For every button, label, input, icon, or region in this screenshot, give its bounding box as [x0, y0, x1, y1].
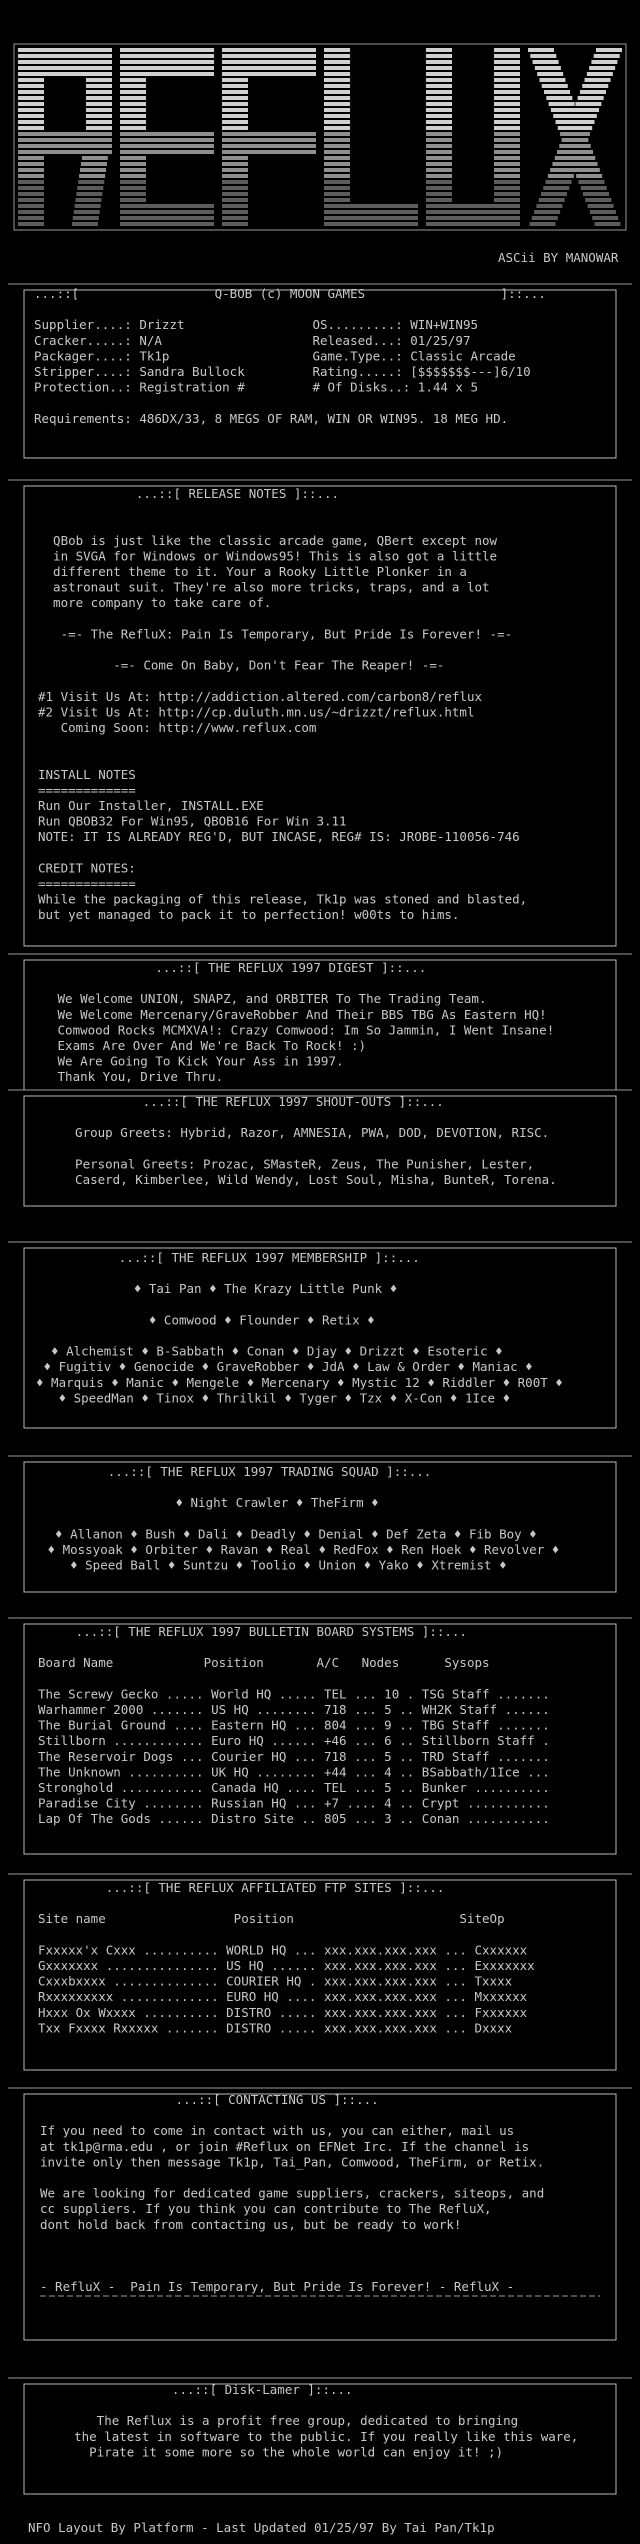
- section-disclaimer: [8, 2378, 632, 2494]
- section-line: astronaut suit. They're also more tricks, traps, and a lot: [38, 579, 490, 595]
- section-line: ♦ Allanon ♦ Bush ♦ Dali ♦ Deadly ♦ Denial ♦ Def Zeta ♦ Fib Boy ♦: [40, 1526, 537, 1542]
- section-line: If you need to come in contact with us, you can either, mail us: [40, 2123, 515, 2139]
- section-line: ♦ Mossyoak ♦ Orbiter ♦ Ravan ♦ Real ♦ RedFox ♦ Ren Hoek ♦ Revolver ♦: [40, 1542, 560, 1557]
- section-line: at tk1p@rma.edu , or join #Reflux on EFNet Irc. If the channel is: [40, 2138, 530, 2154]
- section-line: ♦ Tai Pan ♦ The Krazy Little Punk ♦: [36, 1281, 398, 1297]
- section-line: but yet managed to pack it to perfection! w00ts to hims.: [38, 907, 460, 923]
- section-line: different theme to it. Your a Rooky Little Plonker in a: [38, 564, 467, 579]
- section-line: the latest in software to the public. If you really like this ware,: [44, 2428, 579, 2444]
- section-line: Stripper....: Sandra Bullock Rating.....: [$$$$$$$---]6/10: [34, 364, 531, 379]
- section-bbs: [8, 1618, 632, 1854]
- section-line: We are looking for dedicated game suppliers, crackers, siteops, and: [40, 2185, 545, 2201]
- section-line: dont hold back from contacting us, but be ready to work!: [40, 2216, 462, 2232]
- section-line: Protection..: Registration # # Of Disks..: 1.44 x 5: [34, 379, 479, 395]
- section-border: [24, 1096, 616, 1206]
- section-line: Cxxxbxxxx .............. COURIER HQ . xxx.xxx.xxx.xxx ... Txxxx: [38, 1973, 513, 1989]
- section-line: NOTE: IT IS ALREADY REG'D, BUT INCASE, REG# IS: JROBE-110056-746: [38, 829, 520, 845]
- section-line: ♦ Speed Ball ♦ Suntzu ♦ Toolio ♦ Union ♦ Yako ♦ Xtremist ♦: [40, 1557, 507, 1573]
- section-digest: [8, 954, 632, 1090]
- section-line: ♦ Fugitiv ♦ Genocide ♦ GraveRobber ♦ JdA ♦ Law & Order ♦ Maniac ♦: [36, 1359, 533, 1375]
- section-line: ...::[ Disk-Lamer ]::...: [44, 2382, 353, 2397]
- section-line: ♦ Comwood ♦ Flounder ♦ Retix ♦: [36, 1312, 375, 1328]
- section-line: ...::[ THE REFLUX 1997 TRADING SQUAD ]::...: [40, 1464, 432, 1479]
- section-line: Paradise City ........ Russian HQ ... +7 .... 4 .. Crypt ...........: [38, 1795, 550, 1811]
- section-line: The Reflux is a profit free group, dedicated to bringing: [44, 2413, 519, 2429]
- section-line: Board Name Position A/C Nodes Sysops: [38, 1655, 490, 1671]
- section-shout-outs: [8, 1090, 632, 1206]
- section-line: ♦ SpeedMan ♦ Tinox ♦ Thrilkil ♦ Tyger ♦ Tzx ♦ X-Con ♦ 1Ice ♦: [36, 1390, 511, 1406]
- section-line: Requirements: 486DX/33, 8 MEGS OF RAM, WIN OR WIN95. 18 MEG HD.: [34, 410, 509, 426]
- section-line: -=- Come On Baby, Don't Fear The Reaper! -=-: [38, 657, 445, 673]
- section-release-notes: [8, 480, 632, 946]
- section-contact: [8, 2088, 632, 2340]
- section-line: =============: [38, 876, 136, 891]
- section-line: Stillborn ............ Euro HQ ...... +46 ... 6 .. Stillborn Staff .: [38, 1733, 550, 1749]
- section-line: - RefluX - Pain Is Temporary, But Pride Is Forever! - RefluX -: [40, 2279, 515, 2295]
- footer-credits: NFO Layout By Platform - Last Updated 01/25/97 By Tai Pan/Tk1p: [28, 2520, 495, 2535]
- section-line: Gxxxxxxx ............... US HQ ...... xxx.xxx.xxx.xxx ... Exxxxxxx: [38, 1958, 535, 1973]
- section-line: -=- The RefluX: Pain Is Temporary, But Pride Is Forever! -=-: [38, 626, 513, 642]
- section-line: Lap Of The Gods ...... Distro Site .. 805 ... 3 .. Conan ...........: [38, 1811, 550, 1827]
- section-line: The Burial Ground .... Eastern HQ ... 804 ... 9 .. TBG Staff .......: [38, 1717, 550, 1733]
- section-line: Thank You, Drive Thru.: [50, 1069, 224, 1085]
- section-line: Pirate it some more so the whole world can enjoy it! ;): [44, 2444, 504, 2460]
- section-line: Txx Fxxxx Rxxxxx ....... DISTRO ..... xxx.xxx.xxx.xxx ... Dxxxx: [38, 2020, 513, 2036]
- section-ftp: [8, 1874, 632, 2070]
- section-line: CREDIT NOTES:: [38, 860, 136, 876]
- section-line: ...::[ THE REFLUX AFFILIATED FTP SITES ]::...: [38, 1880, 445, 1895]
- section-line: ...::[ THE REFLUX 1997 BULLETIN BOARD SYSTEMS ]::...: [38, 1624, 467, 1639]
- section-line: cc suppliers. If you think you can contribute to The RefluX,: [40, 2201, 492, 2217]
- section-membership: [8, 1242, 632, 1428]
- section-line: ♦ Alchemist ♦ B-Sabbath ♦ Conan ♦ Djay ♦ Drizzt ♦ Esoteric ♦: [36, 1343, 503, 1359]
- section-line: Hxxx Ox Wxxxx .......... DISTRO ..... xxx.xxx.xxx.xxx ... Fxxxxxx: [38, 2004, 528, 2020]
- section-line: Cracker.....: N/A Released...: 01/25/97: [34, 332, 471, 348]
- section-line: ...::[ Q-BOB (c) MOON GAMES ]::...: [34, 286, 546, 301]
- section-line: in SVGA for Windows or Windows95! This is also got a little: [38, 548, 498, 564]
- section-line: Rxxxxxxxxx ............. EURO HQ .... xxx.xxx.xxx.xxx ... Mxxxxxx: [38, 1989, 528, 2005]
- section-line: Packager....: Tk1p Game.Type..: Classic Arcade: [34, 348, 516, 364]
- section-line: Site name Position SiteOp: [38, 1911, 505, 1927]
- section-line: Exams Are Over And We're Back To Rock! :): [50, 1038, 367, 1053]
- section-line: The Reservoir Dogs ... Courier HQ ... 718 ... 5 .. TRD Staff .......: [38, 1748, 550, 1764]
- section-line: Personal Greets: Prozac, SMasteR, Zeus, The Punisher, Lester,: [60, 1156, 535, 1172]
- section-line: Caserd, Kimberlee, Wild Wendy, Lost Soul, Misha, BunteR, Torena.: [60, 1172, 557, 1187]
- section-line: ...::[ THE REFLUX 1997 SHOUT-OUTS ]::...: [60, 1094, 444, 1109]
- section-release-info: [8, 284, 632, 458]
- section-line: The Screwy Gecko ..... World HQ ..... TEL ... 10 . TSG Staff .......: [38, 1686, 550, 1702]
- section-line: Supplier....: Drizzt OS.........: WIN+WIN95: [34, 317, 479, 333]
- section-line: Group Greets: Hybrid, Razor, AMNESIA, PWA, DOD, DEVOTION, RISC.: [60, 1125, 550, 1141]
- section-line: ...::[ THE REFLUX 1997 DIGEST ]::...: [50, 960, 427, 975]
- section-line: While the packaging of this release, Tk1p was stoned and blasted,: [38, 891, 528, 907]
- section-line: QBob is just like the classic arcade game, QBert except now: [38, 532, 498, 548]
- section-line: ...::[ CONTACTING US ]::...: [40, 2092, 379, 2107]
- section-line: Run QBOB32 For Win95, QBOB16 For Win 3.11: [38, 813, 347, 829]
- section-trading-squad: [8, 1456, 632, 1592]
- section-line: ♦ Night Crawler ♦ TheFirm ♦: [40, 1495, 379, 1511]
- section-line: Warhammer 2000 ....... US HQ ........ 718 ... 5 .. WH2K Staff ......: [38, 1702, 550, 1717]
- section-line: Stronghold ........... Canada HQ .... TEL ... 5 .. Bunker ..........: [38, 1780, 550, 1795]
- section-line: We Welcome Mercenary/GraveRobber And Their BBS TBG As Eastern HQ!: [50, 1006, 547, 1022]
- section-line: Fxxxxx'x Cxxx .......... WORLD HQ ... xxx.xxx.xxx.xxx ... Cxxxxxx: [38, 1942, 528, 1958]
- section-line: #1 Visit Us At: http://addiction.altered.com/carbon8/reflux: [38, 688, 483, 704]
- section-line: invite only then message Tk1p, Tai_Pan, Comwood, TheFirm, or Retix.: [40, 2154, 545, 2170]
- section-line: =============: [38, 782, 136, 798]
- section-line: Coming Soon: http://www.reflux.com: [38, 720, 317, 735]
- section-line: We Welcome UNION, SNAPZ, and ORBITER To The Trading Team.: [50, 991, 487, 1007]
- section-line: ...::[ THE REFLUX 1997 MEMBERSHIP ]::...: [36, 1250, 420, 1265]
- section-line: We Are Going To Kick Your Ass in 1997.: [50, 1053, 344, 1069]
- section-line: The Unknown .......... UK HQ ........ +44 ... 4 .. BSabbath/1Ice ...: [38, 1764, 550, 1780]
- section-line: Run Our Installer, INSTALL.EXE: [38, 798, 264, 813]
- reflux-logo: [10, 40, 626, 230]
- section-line: more company to take care of.: [38, 595, 272, 611]
- logo-credit: ASCii BY MANOWAR: [498, 250, 619, 265]
- section-line: INSTALL NOTES: [38, 766, 136, 782]
- section-line: ♦ Marquis ♦ Manic ♦ Mengele ♦ Mercenary ♦ Mystic 12 ♦ Riddler ♦ R00T ♦: [36, 1374, 563, 1390]
- section-line: Comwood Rocks MCMXVA!: Crazy Comwood: Im So Jammin, I Went Insane!: [50, 1022, 555, 1038]
- section-line: #2 Visit Us At: http://cp.duluth.mn.us/~drizzt/reflux.html: [38, 704, 475, 720]
- section-line: ...::[ RELEASE NOTES ]::...: [38, 486, 340, 501]
